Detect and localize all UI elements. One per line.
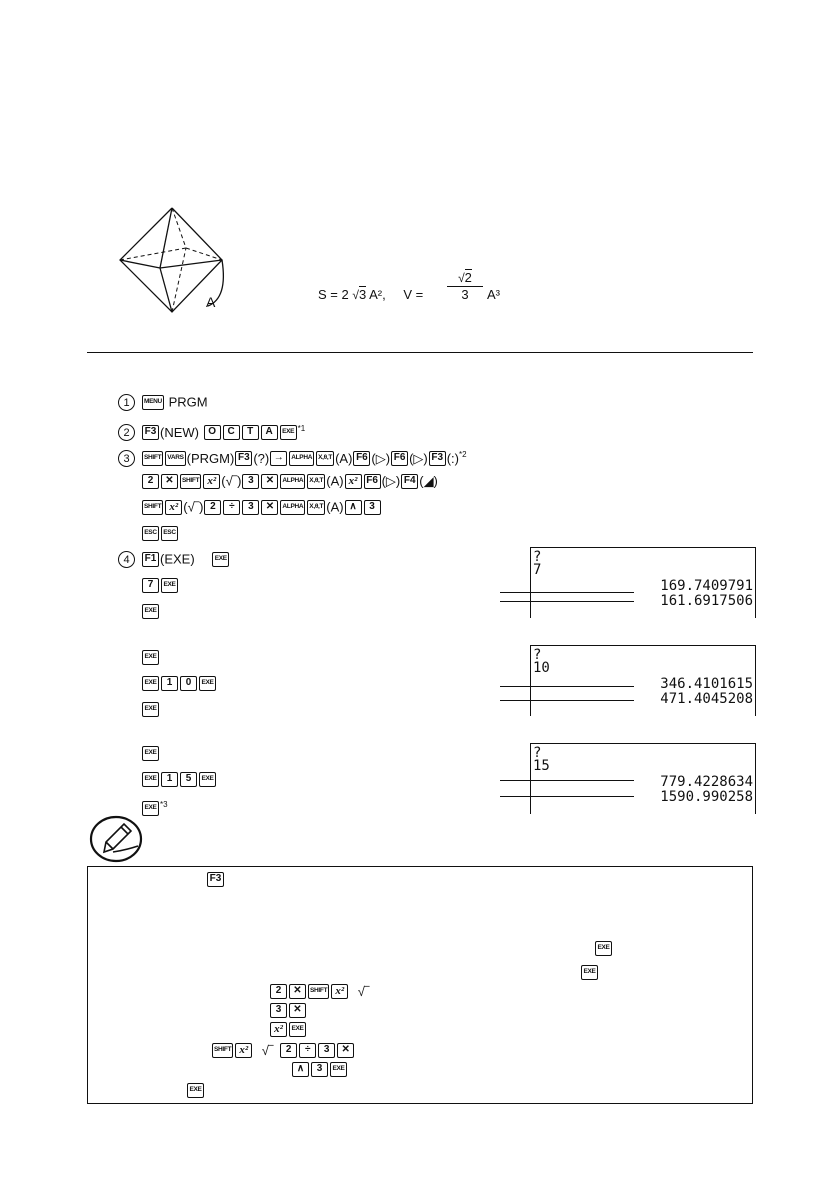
seven-key[interactable]: 7	[142, 578, 159, 593]
leader-line	[500, 686, 634, 687]
calculator-screen-3: ? 15 779.4228634 1590.990258	[530, 743, 756, 814]
step-3-line-1: 3 SHIFT VARS (PRGM) F3 (?) → ALPHA X,θ,T (A) F6 (▷) F6 (▷) F3 (:)$^{*2}$	[118, 446, 467, 464]
two-key[interactable]: 2	[270, 984, 287, 999]
exe-key[interactable]: EXE	[330, 1062, 347, 1077]
three-key[interactable]: 3	[270, 1003, 287, 1018]
note-8	[291, 1061, 348, 1079]
step-2: 2 F3 (NEW) O C T A EXE $^{*1}$	[118, 420, 305, 438]
assign-arrow-key[interactable]: →	[270, 451, 287, 466]
calculator-screen-2: ? 10 346.4101615 471.4045208	[530, 645, 756, 716]
three-key[interactable]: 3	[242, 500, 259, 515]
note-1	[206, 871, 225, 889]
run-2-input	[141, 674, 217, 692]
five-key[interactable]: 5	[180, 772, 197, 787]
power-key[interactable]: ∧	[292, 1062, 309, 1077]
t-key[interactable]: T	[242, 425, 259, 440]
surface-volume-formula: S = 2 √3 A², V =	[318, 287, 424, 302]
alpha-key[interactable]: ALPHA	[280, 500, 305, 515]
multiply-key[interactable]: ✕	[337, 1043, 354, 1058]
menu-key[interactable]: MENU	[142, 395, 164, 410]
exe-key[interactable]: EXE	[142, 801, 159, 816]
alpha-key[interactable]: ALPHA	[289, 451, 314, 466]
note-3	[580, 964, 599, 982]
exe-key[interactable]: EXE	[142, 772, 159, 787]
calculator-screen-1: ? 7 169.7409791 161.6917506	[530, 547, 756, 618]
shift-key[interactable]: SHIFT	[308, 984, 329, 999]
multiply-key[interactable]: ✕	[261, 500, 278, 515]
f1-key[interactable]: F1	[142, 552, 159, 567]
f3-key[interactable]: F3	[207, 872, 224, 887]
exe-key[interactable]: EXE	[581, 965, 598, 980]
section-divider	[87, 352, 753, 353]
f3-key[interactable]: F3	[235, 451, 252, 466]
edge-label: A	[206, 294, 216, 310]
f3-key[interactable]: F3	[429, 451, 446, 466]
run-3-start	[141, 744, 160, 762]
square-key[interactable]: x²	[331, 984, 348, 999]
o-key[interactable]: O	[204, 425, 221, 440]
shift-key[interactable]: SHIFT	[142, 500, 163, 515]
leader-line	[500, 601, 634, 602]
three-key[interactable]: 3	[311, 1062, 328, 1077]
divide-key[interactable]: ÷	[223, 500, 240, 515]
f6-key[interactable]: F6	[364, 474, 381, 489]
one-key[interactable]: 1	[161, 772, 178, 787]
square-key[interactable]: x²	[345, 474, 362, 489]
xthetat-key[interactable]: X,θ,T	[307, 474, 325, 489]
exe-key[interactable]: EXE	[280, 425, 297, 440]
square-key[interactable]: x²	[165, 500, 182, 515]
square-key[interactable]: x²	[203, 474, 220, 489]
vars-key[interactable]: VARS	[165, 451, 185, 466]
exe-key[interactable]: EXE	[289, 1022, 306, 1037]
run-3-next: EXE $^{*3}$	[141, 796, 168, 814]
f3-key[interactable]: F3	[142, 425, 159, 440]
shift-key[interactable]: SHIFT	[180, 474, 201, 489]
shift-key[interactable]: SHIFT	[212, 1043, 233, 1058]
two-key[interactable]: 2	[142, 474, 159, 489]
pencil-note-icon	[86, 812, 148, 866]
multiply-key[interactable]: ✕	[261, 474, 278, 489]
step-3-line-4	[141, 524, 179, 542]
note-2	[594, 940, 613, 958]
note-5	[269, 1002, 307, 1020]
square-key[interactable]: x²	[270, 1022, 287, 1037]
divide-key[interactable]: ÷	[299, 1043, 316, 1058]
exe-key[interactable]: EXE	[142, 650, 159, 665]
xthetat-key[interactable]: X,θ,T	[316, 451, 334, 466]
exe-key[interactable]: EXE	[199, 772, 216, 787]
surface-result: 346.4101615	[660, 676, 753, 692]
exe-key[interactable]: EXE	[142, 676, 159, 691]
exe-key[interactable]: EXE	[142, 604, 159, 619]
exe-key[interactable]: EXE	[142, 702, 159, 717]
esc-key[interactable]: ESC	[161, 526, 178, 541]
esc-key[interactable]: ESC	[142, 526, 159, 541]
run-1-next	[141, 602, 160, 620]
octahedron-figure	[110, 200, 240, 320]
zero-key[interactable]: 0	[180, 676, 197, 691]
step-1: 1 MENU PRGM	[118, 393, 208, 411]
leader-line	[500, 592, 634, 593]
three-key[interactable]: 3	[364, 500, 381, 515]
c-key[interactable]: C	[223, 425, 240, 440]
step-3-line-2: 2 ✕ SHIFT x² (√‾) 3 ✕ ALPHA X,θ,T (A) x² F6 (▷) F4 (◢)	[141, 472, 438, 490]
volume-result: 471.4045208	[660, 691, 753, 707]
run-2-start	[141, 648, 160, 666]
note-9	[186, 1082, 205, 1100]
run-2-next	[141, 700, 160, 718]
one-key[interactable]: 1	[161, 676, 178, 691]
volume-result: 1590.990258	[660, 789, 753, 805]
exe-key[interactable]: EXE	[142, 746, 159, 761]
three-key[interactable]: 3	[318, 1043, 335, 1058]
notes-box	[87, 866, 753, 1104]
run-3-input	[141, 770, 217, 788]
exe-key[interactable]: EXE	[595, 941, 612, 956]
surface-result: 169.7409791	[660, 578, 753, 594]
leader-line	[500, 700, 634, 701]
exe-key[interactable]: EXE	[161, 578, 178, 593]
run-1-input	[141, 576, 179, 594]
step-4: 4 F1 (EXE) EXE	[118, 550, 230, 568]
a-key[interactable]: A	[261, 425, 278, 440]
volume-exponent: A³	[487, 287, 500, 302]
f6-key[interactable]: F6	[353, 451, 370, 466]
volume-result: 161.6917506	[660, 593, 753, 609]
shift-key[interactable]: SHIFT	[142, 451, 163, 466]
step-3-line-3: SHIFT x² (√‾) 2 ÷ 3 ✕ ALPHA X,θ,T (A) ∧ 3	[141, 498, 382, 516]
exe-key[interactable]: EXE	[187, 1083, 204, 1098]
alpha-key[interactable]: ALPHA	[280, 474, 305, 489]
f6-key[interactable]: F6	[391, 451, 408, 466]
xthetat-key[interactable]: X,θ,T	[307, 500, 325, 515]
multiply-key[interactable]: ✕	[289, 984, 306, 999]
f4-key[interactable]: F4	[401, 474, 418, 489]
square-key[interactable]: x²	[235, 1043, 252, 1058]
two-key[interactable]: 2	[280, 1043, 297, 1058]
note-4: 2 ✕ SHIFT x² √‾	[269, 983, 369, 1001]
exe-key[interactable]: EXE	[212, 552, 229, 567]
surface-result: 779.4228634	[660, 774, 753, 790]
two-key[interactable]: 2	[204, 500, 221, 515]
three-key[interactable]: 3	[242, 474, 259, 489]
note-6	[269, 1021, 307, 1039]
leader-line	[500, 780, 634, 781]
leader-line	[500, 796, 634, 797]
note-7: SHIFT x² √‾ 2 ÷ 3 ✕	[211, 1042, 355, 1060]
exe-key[interactable]: EXE	[199, 676, 216, 691]
multiply-key[interactable]: ✕	[161, 474, 178, 489]
volume-fraction: √2 3	[447, 270, 483, 302]
multiply-key[interactable]: ✕	[289, 1003, 306, 1018]
power-key[interactable]: ∧	[345, 500, 362, 515]
